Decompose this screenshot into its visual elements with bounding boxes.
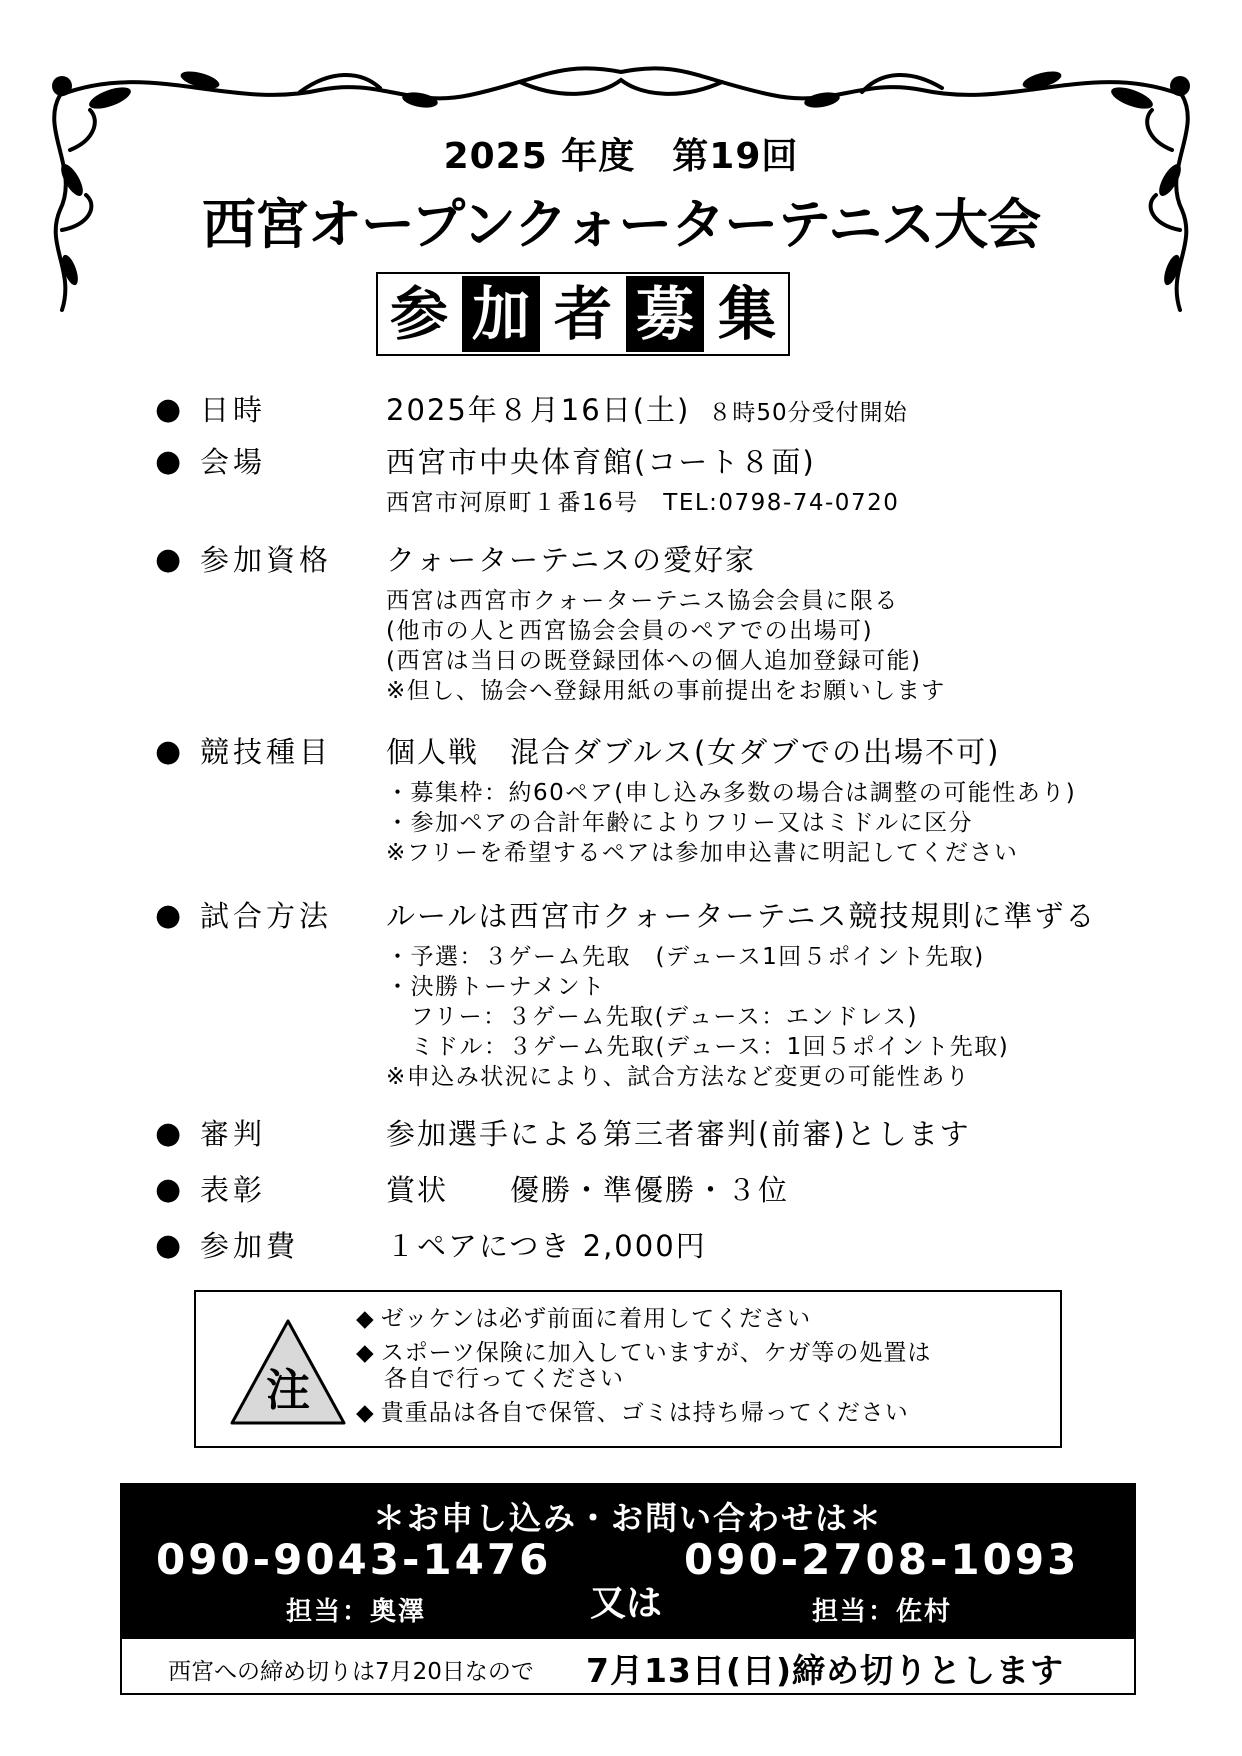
bullet-icon: ● [155, 734, 182, 769]
banner-char-1: 参 [380, 276, 458, 352]
item-value: 参加選手による第三者審判(前審)とします [386, 1117, 971, 1151]
format-note: ・予選：３ゲーム先取 (デュース1回５ポイント先取) [386, 944, 985, 970]
contact-block [120, 1483, 1136, 1637]
item-value: １ペアにつき 2,000円 [386, 1229, 707, 1263]
phone-number-1: 090-9043-1476 [156, 1535, 552, 1584]
item-value: 賞状 優勝・準優勝・３位 [386, 1173, 790, 1207]
format-note: ・決勝トーナメント [386, 974, 606, 1000]
deadline-note: 西宮への締め切りは7月20日なので [168, 1659, 534, 1685]
eligibility-note: ※但し、協会へ登録用紙の事前提出をお願いします [386, 678, 946, 704]
deadline-box [120, 1637, 1136, 1695]
edition-subtitle: 2025 年度 第19回 [443, 136, 799, 177]
item-label: 試合方法 [200, 899, 333, 933]
banner-char-5: 集 [708, 276, 786, 352]
phone-number-2: 090-2708-1093 [684, 1535, 1080, 1584]
bullet-icon: ● [155, 1116, 182, 1151]
event-title: 西宮オープンクォーターテニス大会 [201, 193, 1041, 256]
event-note: ※フリーを希望するペアは参加申込書に明記してください [386, 840, 1019, 866]
eligibility-note: (西宮は当日の既登録団体への個人追加登録可能) [386, 648, 922, 674]
notice-line [356, 1304, 811, 1334]
notice-text: ゼッケンは必ず前面に着用してください [380, 1306, 812, 1332]
recruitment-banner [376, 272, 790, 356]
reception-time: ８時50分受付開始 [708, 400, 908, 426]
notice-text: スポーツ保険に加入していますが、ケガ等の処置は [380, 1340, 932, 1366]
deadline-date: 7月13日(日)締め切りとします [586, 1651, 1065, 1690]
notice-icon-char: 注 [266, 1365, 310, 1416]
bullet-icon: ● [155, 898, 182, 933]
diamond-bullet-icon: ◆ [356, 1400, 375, 1426]
item-value: 個人戦 混合ダブルス(女ダブでの出場不可) [386, 735, 1001, 769]
item-label: 会場 [200, 445, 267, 479]
item-label: 日時 [200, 393, 267, 427]
contact-title: ＊お申し込み・お問い合わせは＊ [372, 1499, 883, 1537]
event-note: ・募集枠：約60ペア(申し込み多数の場合は調整の可能性あり) [386, 780, 1077, 806]
contact-person-2: 担当：佐村 [812, 1597, 953, 1627]
bullet-icon: ● [155, 392, 182, 427]
notice-box [194, 1290, 1062, 1448]
item-value [386, 390, 908, 433]
item-value: クォーターテニスの愛好家 [386, 543, 756, 577]
format-note: ※申込み状況により、試合方法など変更の可能性あり [386, 1064, 971, 1090]
notice-line-continued: 各自で行ってください [384, 1366, 624, 1392]
banner-char-2: 加 [462, 276, 540, 352]
eligibility-note: 西宮は西宮市クォーターテニス協会会員に限る [386, 588, 899, 614]
banner-char-3: 者 [544, 276, 622, 352]
venue-address: 西宮市河原町１番16号 TEL:0798-74-0720 [386, 490, 900, 516]
bullet-icon: ● [155, 1228, 182, 1263]
diamond-bullet-icon: ◆ [356, 1340, 375, 1366]
event-note: ・参加ペアの合計年齢によりフリー又はミドルに区分 [386, 810, 974, 836]
banner-char-4: 募 [626, 276, 704, 352]
item-label: 審判 [200, 1117, 267, 1151]
bullet-icon: ● [155, 1172, 182, 1207]
format-note: ミドル：３ゲーム先取(デュース：1回５ポイント先取) [386, 1034, 1010, 1060]
notice-text: 貴重品は各自で保管、ゴミは持ち帰ってください [380, 1400, 909, 1426]
diamond-bullet-icon: ◆ [356, 1306, 375, 1332]
item-value: ルールは西宮市クォーターテニス競技規則に準ずる [386, 899, 1097, 933]
contact-person-1: 担当：奥澤 [286, 1597, 427, 1627]
item-label: 参加資格 [200, 543, 333, 577]
bullet-icon: ● [155, 542, 182, 577]
or-separator: 又は [590, 1583, 663, 1624]
eligibility-note: (他市の人と西宮協会会員のペアでの出場可) [386, 618, 874, 644]
format-note: フリー：３ゲーム先取(デュース：エンドレス) [386, 1004, 918, 1030]
notice-line [356, 1398, 909, 1428]
item-value: 西宮市中央体育館(コート８面) [386, 445, 816, 479]
item-label: 表彰 [200, 1173, 267, 1207]
item-label: 競技種目 [200, 735, 333, 769]
datetime-value: 2025年８月16日(土) [386, 393, 691, 427]
item-label: 参加費 [200, 1229, 300, 1263]
bullet-icon: ● [155, 444, 182, 479]
